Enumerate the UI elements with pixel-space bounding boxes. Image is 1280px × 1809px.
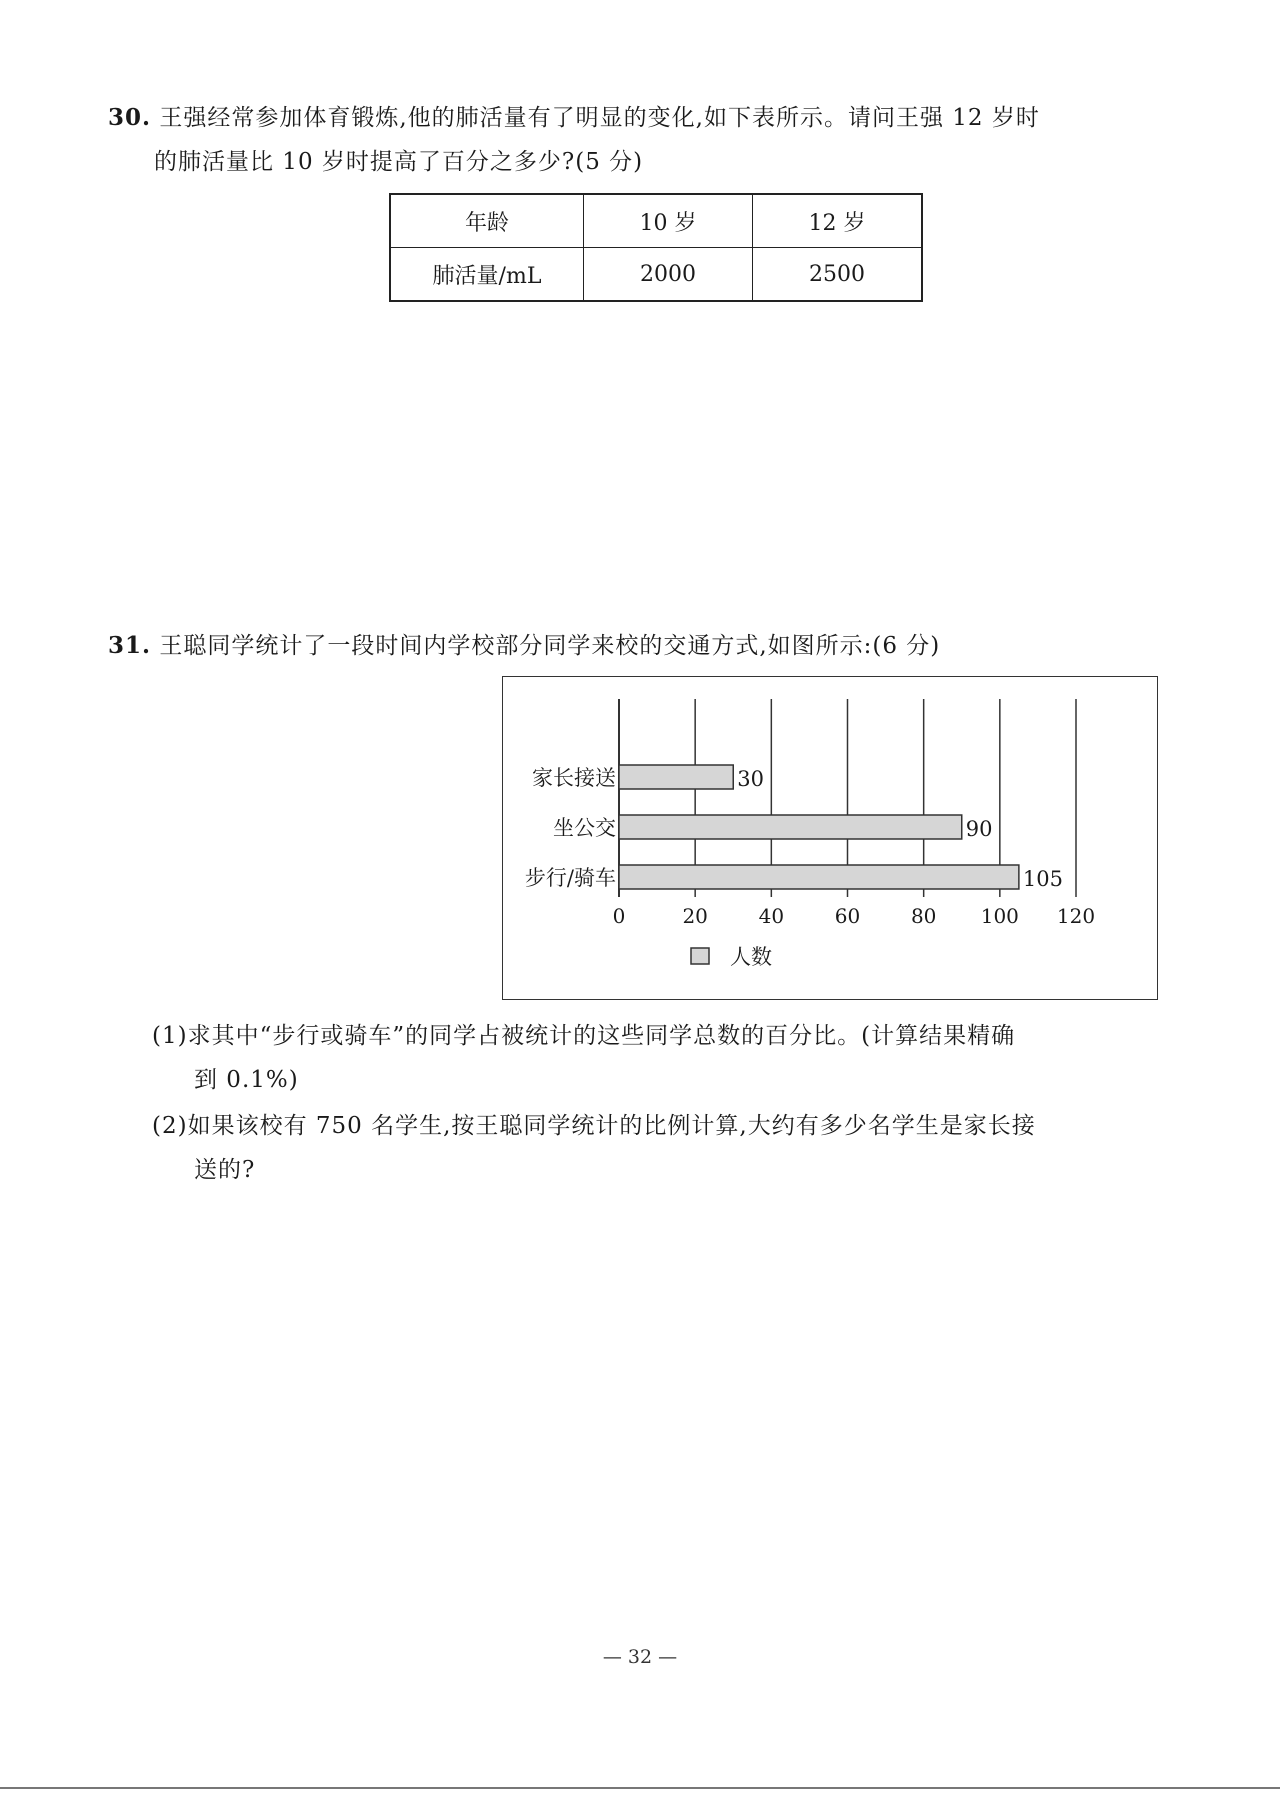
legend-swatch <box>691 948 709 964</box>
x-tick-label: 0 <box>612 904 626 928</box>
q31-line: 王聪同学统计了一段时间内学校部分同学来校的交通方式,如图所示:(6 分) <box>159 633 941 659</box>
x-tick-label: 60 <box>834 904 861 928</box>
category-label: 坐公交 <box>553 816 616 840</box>
q30-number: 30. <box>108 104 152 131</box>
x-tick-label: 80 <box>910 904 937 928</box>
q31-sub1 <box>152 1014 1164 1102</box>
bar <box>619 815 962 839</box>
q31-sub1-line1: (1)求其中“步行或骑车”的同学占被统计的这些同学总数的百分比。(计算结果精确 <box>152 1023 1016 1049</box>
table-row <box>390 248 922 302</box>
legend-label: 人数 <box>730 945 772 969</box>
page-number: — 32 — <box>602 1646 678 1668</box>
table-row <box>390 194 922 248</box>
q31-sub1-line2: 到 0.1%) <box>194 1067 299 1093</box>
chart-svg <box>503 677 1159 1001</box>
data-label: 90 <box>965 817 993 841</box>
q31-sub2-line2: 送的? <box>194 1157 256 1183</box>
x-tick-label: 100 <box>980 904 1019 928</box>
bottom-rule <box>0 1787 1280 1789</box>
data-label: 105 <box>1022 867 1063 891</box>
table-cell: 2500 <box>753 248 923 302</box>
q31-number: 31. <box>108 632 152 659</box>
table-cell: 10 岁 <box>584 194 753 248</box>
table-cell: 2000 <box>584 248 753 302</box>
category-label: 家长接送 <box>532 766 616 790</box>
category-label: 步行/骑车 <box>524 866 616 890</box>
data-label: 30 <box>737 767 764 791</box>
x-tick-label: 40 <box>758 904 785 928</box>
table-cell: 12 岁 <box>753 194 923 248</box>
x-tick-label: 20 <box>682 904 708 928</box>
q30-text <box>108 96 1168 184</box>
q30-line1: 王强经常参加体育锻炼,他的肺活量有了明显的变化,如下表所示。请问王强 12 岁时 <box>159 105 1040 131</box>
x-tick-label: 120 <box>1056 904 1096 928</box>
bar <box>619 865 1019 889</box>
q31-text <box>108 624 1168 668</box>
q30-line2: 的肺活量比 10 岁时提高了百分之多少?(5 分) <box>154 149 644 175</box>
q31-sub2-line1: (2)如果该校有 750 名学生,按王聪同学统计的比例计算,大约有多少名学生是家长接 <box>152 1113 1036 1139</box>
transport-bar-chart <box>502 676 1158 1000</box>
lung-capacity-table <box>389 193 923 302</box>
q31-sub2 <box>152 1104 1164 1192</box>
table-cell: 年龄 <box>390 194 584 248</box>
bar <box>619 765 733 789</box>
table-cell: 肺活量/mL <box>390 248 584 302</box>
